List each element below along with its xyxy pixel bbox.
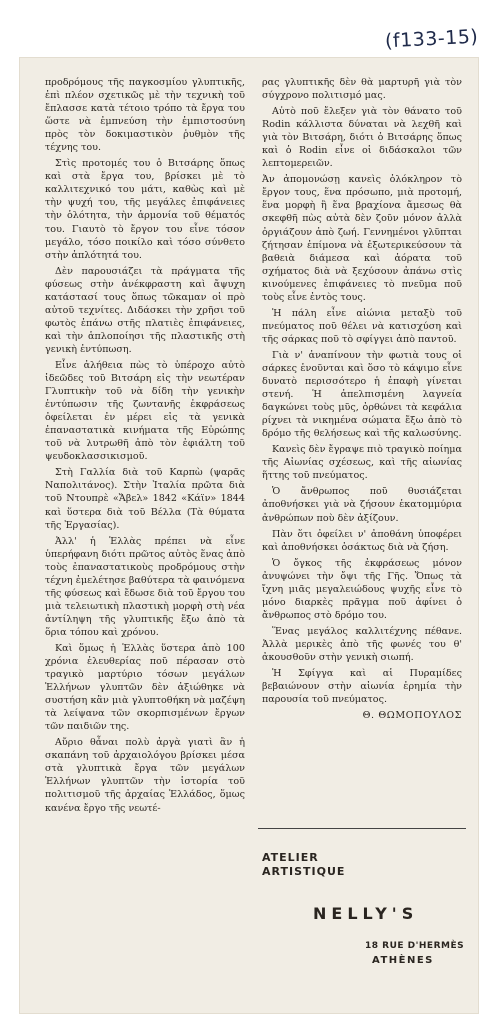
right-column-paragraph: Πὰν ὅτι ὀφείλει ν' ἀποθάνη ὑποφέρει καὶ ἀποθνήσκει ὁσάκτως διὰ νὰ ζήση. (262, 528, 462, 553)
right-column-paragraph: Κανεὶς δὲν ἔγραψε πιὸ τραγικὸ ποίημα τῆς Αἰωνίας σχέσεως, καὶ τῆς αἰωνίας ἥττης τοῦ πνεύματος. (262, 444, 462, 482)
ad-line-atelier: ATELIER (262, 851, 319, 864)
ad-address: 18 RUE D'HERMÈS (365, 941, 465, 951)
left-column-paragraph: Στὴ Γαλλία διὰ τοῦ Καρπὼ (ψαρᾶς Ναπολιτάνος). Στὴν Ἰταλία πρῶτα διὰ τοῦ Ντουπρὲ «Ἄβελ» 1842 «Κάϊν» 1844 καὶ ὕστερα διὰ τοῦ Βέλλα (Τὰ θύματα τῆς Ἐργασίας). (45, 467, 245, 531)
left-column-paragraph: Αὔριο θἆναι πολὺ ἀργὰ γιατὶ ἂν ἡ σκαπάνη τοῦ ἀρχαιολόγου βρίσκει μέσα στὰ γλυπτικὰ ἔργα τῶν μεγάλων Ἑλλήνων γλυπτῶν τὴν ἱστορία τοῦ πολιτισμοῦ τῆς ἀρχαίας Ἑλλάδος, ὅμως κανένα ἔργο τῆς νεωτέ- (45, 737, 245, 814)
right-column-paragraph: Γιὰ ν' ἀναπίνουν τὴν φωτιὰ τους οἱ σάρκες ἑνοῦνται καὶ ὅσο τὸ κάψιμο εἶνε δυνατὸ περισσότερο ἡ ἐπαφὴ γίνεται στενή. Ἡ ἀπελπισμένη λαγνεία δαγκώνει τοὺς μῦς, ὀρθώνει τὰ κεφάλια ρίχνει τὰ νικημένα σώματα ἔξω ἀπὸ τὸ δρόμο τῆς θελήσεως καὶ τῆς καλωσύνης. (262, 349, 462, 440)
left-column-paragraph: προδρόμους τῆς παγκοσμίου γλυπτικῆς, ἐπὶ πλέον σχετικῶς μὲ τὴν τεχνικὴ τοῦ ἔπλασσε κατὰ τέτοιο τρόπο τὰ ἔργα του ὥστε νὰ ἐμπνεύση τὴν ἐμπιστοσύνη πρὸς τὸν δοκιμαστικὸν ῥυθμὸν τῆς τέχνης του. (45, 77, 245, 154)
left-column-paragraph: Δὲν παρουσιάζει τὰ πράγματα τῆς φύσεως στὴν ἀνέκφραστη καὶ ἄψυχη κατάστασί τους ὅπως τῶκαμαν οἱ πρὸ αὐτοῦ τεχνίτες. Διδάσκει τὴν χρῆσι τοῦ φωτὸς ἐπάνω στῆς πλατιὲς ἐπιφάνειες, καὶ τὴν ἁπλοποίησι τῆς πλαστικῆς στὴ γενικὴ ἐντύπωση. (45, 265, 245, 355)
right-column-paragraph: Ἕνας μεγάλος καλλιτέχνης πέθανε. Ἀλλὰ μερικὲς ἀπὸ τῆς φωνές του θ' ἀκουσθοῦν στὴν γενικὴ σιωπή. (262, 625, 462, 663)
left-column-paragraph: Καὶ ὅμως ἡ Ἑλλὰς ὕστερα ἀπὸ 100 χρόνια ἐλευθερίας ποῦ πέρασαν στὸ τραγικὸ μαρτύριο τόσων μεγάλων Ἑλλήνων γλυπτῶν δὲν ἀξιώθηκε νὰ συστήση κἂν μιὰ γλυπτοθήκη νὰ μαζέψη τὰ λείψανα τῶν σκορπισμένων ἔργων τῶν παιδιῶν της. (45, 642, 245, 733)
right-column-paragraph: Ὁ ἄνθρωπος ποῦ θυσιάζεται ἀποθνήσκει γιὰ νὰ ζήσουν ἑκατομμύρια ἀνθρώπων ποὺ δὲν ἀξίζουν. (262, 486, 462, 524)
right-column-paragraph: Αὐτὸ ποῦ ἔλεξεν γιὰ τὸν θάνατο τοῦ Rodin κάλλιστα δύναται νὰ λεχθῆ καὶ γιὰ τὸν Βιτσάρη, διότι ὁ Βιτσάρης ὅπως καὶ ὁ Rodin εἶνε οἱ διδάσκαλοι τῶν λεπτομερειῶν. (262, 106, 462, 170)
ad-line-artistique: ARTISTIQUE (262, 865, 346, 878)
article-right-column (262, 76, 462, 725)
advertisement-heading (262, 851, 345, 879)
article-left-column (45, 76, 245, 818)
ad-brand-name: NELLY'S (313, 904, 419, 923)
right-column-paragraph: Ἡ πάλη εἶνε αἰώνια μεταξὺ τοῦ πνεύματος ποῦ θέλει νὰ κατισχύση καὶ τῆς σάρκας ποῦ τὸ σφίγγει ἀπὸ παντοῦ. (262, 307, 462, 345)
right-column-paragraph: Ἀν ἀπομονώσῃ κανεὶς ὁλόκληρον τὸ ἔργον τους, ἕνα πρόσωπο, μιὰ προτομή, ἕνα μορφὴ ἢ ἕνα βραχίονα ἄμεσως θὰ σκεφθῆ πὼς αὐτὰ δὲν ζοῦν μόνον ἀλλὰ ὀργιάζουν ἀπὸ ζωή. Γεννημένοι γλῦπται ζήτησαν ἐπίμονα νὰ ἐξωτερικεύσουν τὰ βαθειὰ διάμεσα καὶ ἀόρατα τοῦ σχήματος διὰ νὰ ξεχύσουν ἀπάνω στὶς κινούμενες ἐπιφάνειες τὸ πνεῦμα ποῦ τοὺς εἶνε ἐντὸς τους. (262, 174, 462, 303)
left-column-paragraph: Εἶνε ἀλήθεια πὼς τὸ ὑπέροχο αὐτὸ ἰδεῶδες τοῦ Βιτσάρη εἰς τὴν νεωτέραν Γλυπτικὴν τοῦ νὰ δίδη τὴν γενικὴν ἐντύπωσιν τῆς ζωντανῆς ἐκφράσεως ὀφείλεται ἐν μέρει εἰς τὰ γενικὰ ἐπαναστατικὰ κινήματα τῆς Εὐρώπης τοῦ νὰ λυτρωθῆ ἀπὸ τὸν ἐφιάλτη τοῦ ψευδοκλασσικισμοῦ. (45, 359, 245, 463)
right-column-paragraph: ρας γλυπτικῆς δὲν θὰ μαρτυρῆ γιὰ τὸν σύγχρονο πολιτισμό μας. (262, 77, 462, 102)
left-column-paragraph: Ἀλλ' ἡ Ἑλλὰς πρέπει νὰ εἶνε ὑπερήφανη διότι πρῶτος αὐτὸς ἕνας ἀπὸ τοὺς ἐπαναστατικοὺς προδρόμους στὴν τέχνη ἐμελέτησε βαθύτερα τὰ φαινόμενα τῆς φύσεως καὶ ἔδωσε διὰ τοῦ ἔργου του μιὰ τελειωτικὴ πλαστικὴ μορφὴ στὴ νέα ἀντίληψη τῆς γλυπτικῆς ἔξω ἀπὸ τὰ ὅρια τόπου καὶ χρόνου. (45, 535, 245, 638)
separator-rule (258, 828, 466, 829)
right-column-paragraph: Ὁ ὄγκος τῆς ἐκφράσεως μόνον ἀνυψώνει τὴν ὄψι τῆς Γῆς. Ὅπως τὰ ἴχνη μιᾶς μεγαλειώδους ψυχῆς εἶνε τὸ μόνο διαρκὲς πρᾶγμα ποῦ ἀφίνει ὁ ἄνθρωπος στὸ δρόμο του. (262, 557, 462, 621)
author-signature: Θ. ΘΩΜΟΠΟΥΛΟΣ (362, 710, 462, 722)
handwritten-archive-number: (f133-15) (384, 25, 479, 53)
right-column-paragraph: Ἡ Σφίγγα καὶ αἱ Πυραμίδες βεβαιώνουν στὴν αἰωνία ἐρημία τὴν παρουσία τοῦ πνεύματος. (262, 668, 462, 706)
ad-city: ATHÈNES (372, 955, 434, 966)
left-column-paragraph: Στὶς προτομές του ὁ Βιτσάρης ὅπως καὶ στὰ ἔργα του, βρίσκει μὲ τὸ καλλιτεχνικό του μάτι, καθὼς καὶ μὲ τὴν ψυχή του, τῆς μεγάλες ἐπιφάνειες τὴν ὁλότητα, τὴν ἁρμονία τοῦ θέματός του. Γιαυτὸ τὸ ἔργον του εἶνε τόσον μεγάλο, τόσο ποικίλο καὶ τόσο σύνθετο στὴν ἁπλότητά του. (45, 158, 245, 261)
